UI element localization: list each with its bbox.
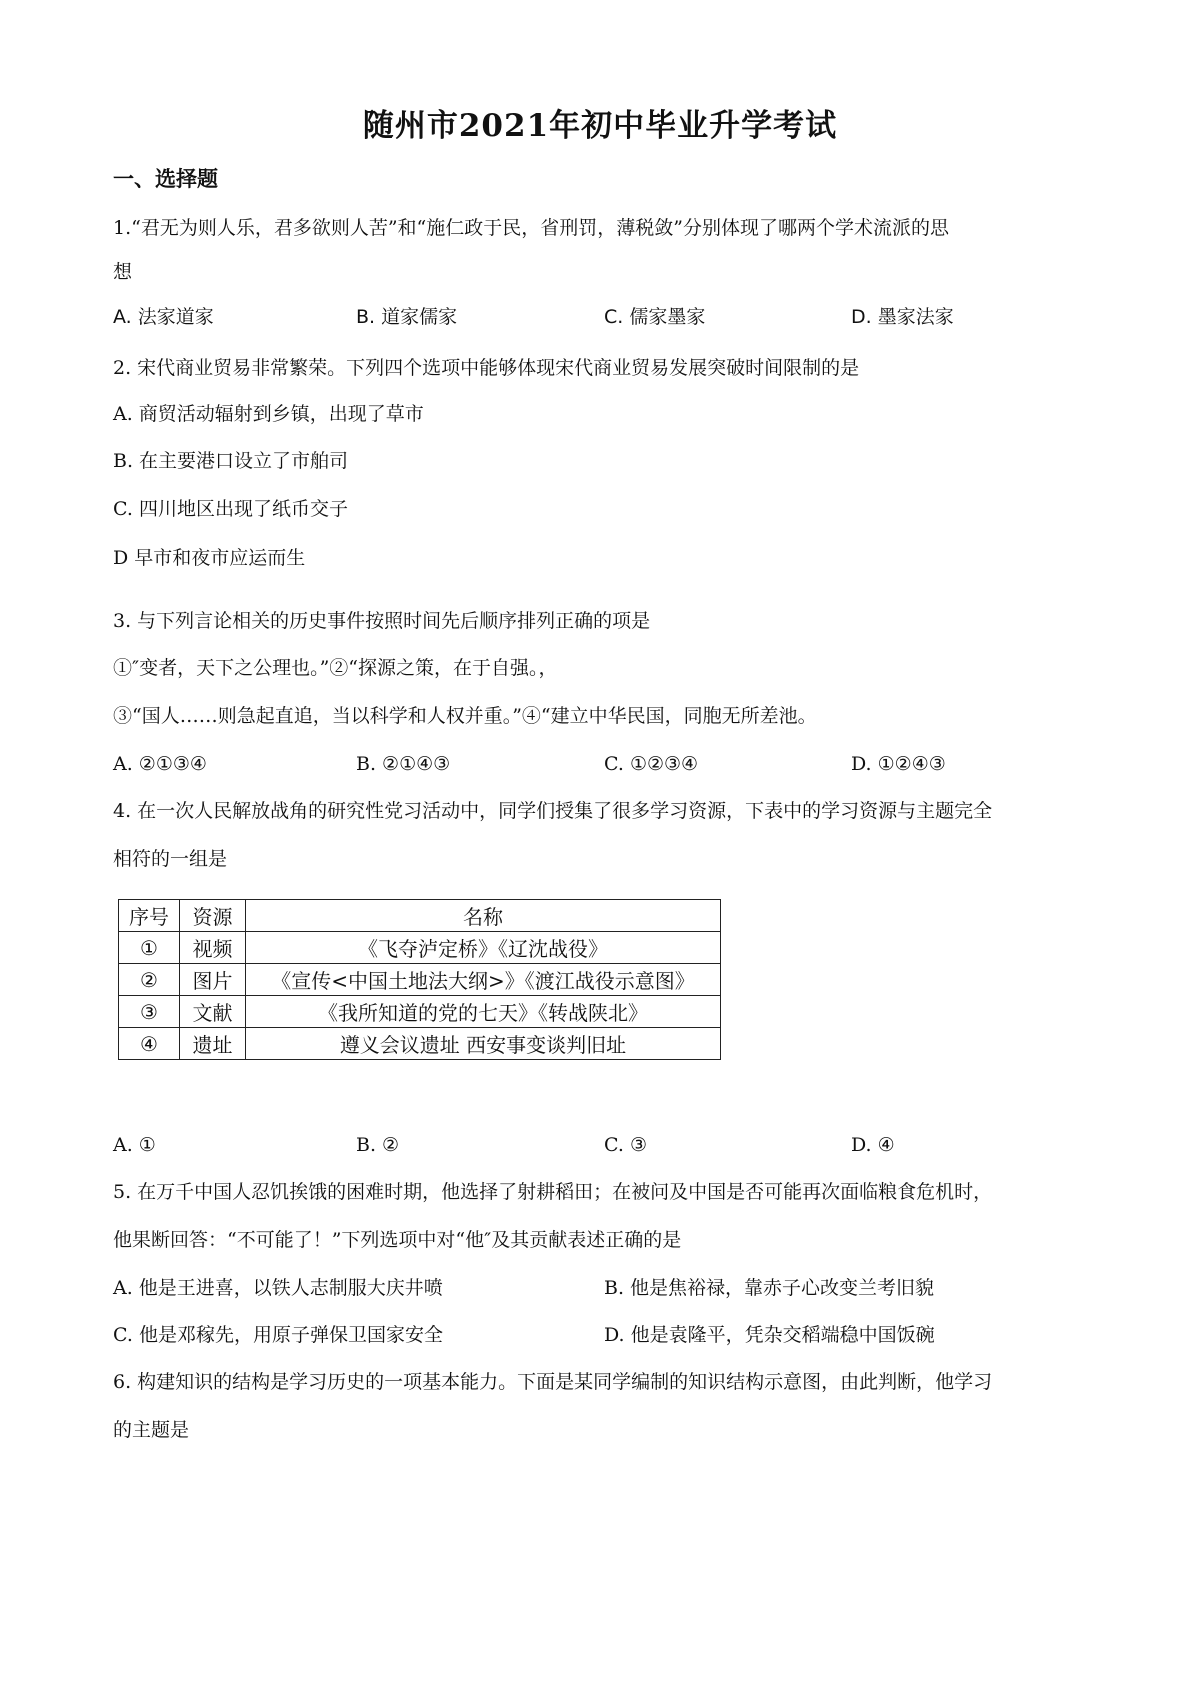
q5-option-b: B. 他是焦裕禄，靠赤子心改变兰考旧貌 (604, 1277, 935, 1299)
table-cell: 文献 (180, 996, 246, 1028)
q1-option-a: A. 法家道家 (113, 306, 214, 328)
table-cell: 视频 (180, 932, 246, 964)
q1-option-c: C. 儒家墨家 (604, 306, 706, 328)
table-row (119, 964, 721, 996)
question-1-text: 1.“君无为则人乐，君多欲则人苦”和“施仁政于民，省刑罚，薄税敛”分别体现了哪两个学术流派的思 (113, 217, 949, 239)
table-header-cell: 资源 (180, 900, 246, 932)
q3-option-a: A. ②①③④ (113, 753, 207, 775)
table-row (119, 996, 721, 1028)
question-4-text-cont: 相符的一组是 (113, 848, 228, 870)
table-header-row (119, 900, 721, 932)
q1-option-d: D. 墨家法家 (851, 306, 954, 328)
table-cell: 《宣传<中国土地法大纲>》《渡江战役示意图》 (246, 964, 721, 996)
q4-option-b: B. ② (356, 1134, 400, 1156)
question-5-text-cont: 他果断回答：“不可能了！”下列选项中对“他″及其贡献表述正确的是 (113, 1229, 682, 1251)
table-header-cell: 名称 (246, 900, 721, 932)
question-3-text: 3. 与下列言论相关的历史事件按照时间先后顺序排列正确的项是 (113, 610, 651, 632)
table-cell: ② (119, 964, 180, 996)
q3-option-b: B. ②①④③ (356, 753, 451, 775)
table-cell: 遗址 (180, 1028, 246, 1060)
q2-option-c: C. 四川地区出现了纸币交子 (113, 498, 348, 520)
q3-option-c: C. ①②③④ (604, 753, 699, 775)
resource-table (118, 899, 721, 1060)
q3-option-d: D. ①②④③ (851, 753, 946, 775)
table-cell: 《我所知道的党的七天》《转战陕北》 (246, 996, 721, 1028)
table-row (119, 1028, 721, 1060)
q2-option-b: B. 在主要港口设立了市舶司 (113, 450, 349, 472)
q4-option-a: A. ① (113, 1134, 156, 1156)
section-heading: 一、选择题 (113, 167, 218, 191)
question-4-text: 4. 在一次人民解放战角的研究性党习活动中，同学们授集了很多学习资源，下表中的学习资源与主题完全 (113, 800, 993, 822)
question-2-text: 2. 宋代商业贸易非常繁荣。下列四个选项中能够体现宋代商业贸易发展突破时间限制的是 (113, 357, 860, 379)
question-6-text-cont: 的主题是 (113, 1419, 190, 1441)
q4-option-c: C. ③ (604, 1134, 647, 1156)
question-5-text: 5. 在万千中国人忍饥挨饿的困难时期，他选择了射耕稻田；在被问及中国是否可能再次面临粮食危机时， (113, 1181, 993, 1203)
q5-option-c: C. 他是邓稼先，用原子弹保卫国家安全 (113, 1324, 443, 1346)
question-1-text-cont: 想 (113, 261, 133, 283)
table-row (119, 932, 721, 964)
page-title: 随州市2021年初中毕业升学考试 (362, 108, 838, 144)
q5-option-d: D. 他是袁隆平，凭杂交稻端稳中国饭碗 (604, 1324, 935, 1346)
q2-option-a: A. 商贸活动辐射到乡镇，出现了草市 (113, 403, 424, 425)
question-3-quote-1: ①″变者，天下之公理也。”②“探源之策，在于自强。， (113, 657, 558, 679)
table-cell: 《飞夺泸定桥》《辽沈战役》 (246, 932, 721, 964)
table-header-cell: 序号 (119, 900, 180, 932)
q1-option-b: B. 道家儒家 (356, 306, 458, 328)
q5-option-a: A. 他是王进喜，以铁人志制服大庆井喷 (113, 1277, 443, 1299)
q2-option-d: D 早市和夜市应运而生 (113, 547, 306, 569)
table-cell: ④ (119, 1028, 180, 1060)
table-cell: 遵义会议遗址 西安事变谈判旧址 (246, 1028, 721, 1060)
question-3-quote-2: ③“国人……则急起直追，当以科学和人权并重。”④“建立中华民国，同胞无所差池。 (113, 705, 817, 727)
q4-option-d: D. ④ (851, 1134, 895, 1156)
question-6-text: 6. 构建知识的结构是学习历史的一项基本能力。下面是某同学编制的知识结构示意图，由此判断，他学习 (113, 1371, 993, 1393)
table-cell: ③ (119, 996, 180, 1028)
table-cell: 图片 (180, 964, 246, 996)
table-cell: ① (119, 932, 180, 964)
